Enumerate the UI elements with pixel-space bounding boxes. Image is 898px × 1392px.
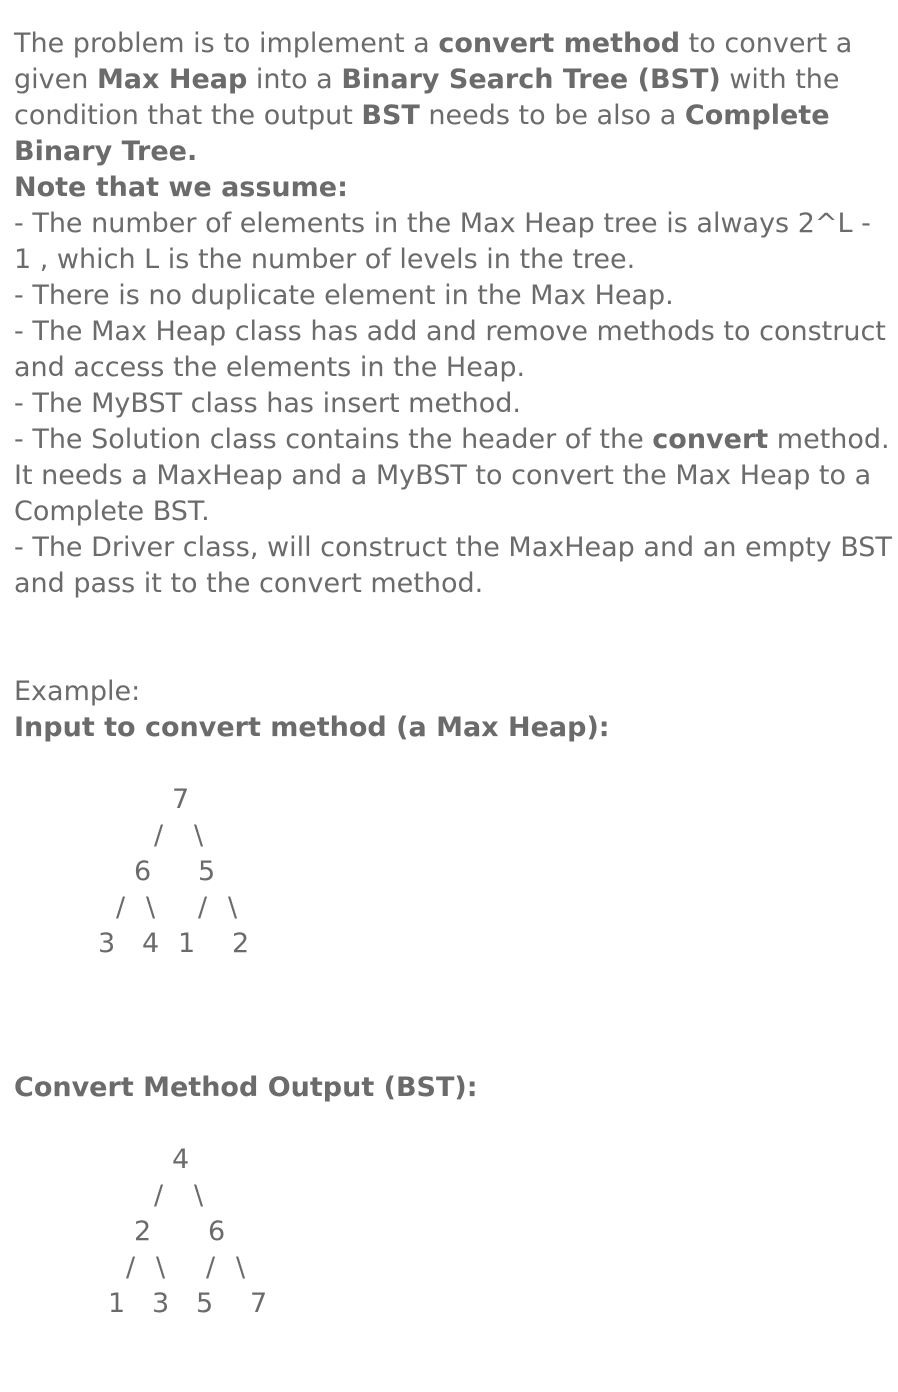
heap-node-left: 6 bbox=[134, 856, 152, 887]
note-heading-text: Note that we assume: bbox=[14, 172, 348, 203]
assumption-1-line-1: - The number of elements in the Max Heap tree is always 2^L - bbox=[14, 208, 871, 239]
heap-edge-ll: / bbox=[116, 892, 126, 923]
bst-edge-ll: / bbox=[126, 1252, 136, 1283]
assumption-2: - There is no duplicate element in the Max Heap. bbox=[14, 280, 674, 311]
assumption-bold: convert bbox=[652, 424, 769, 455]
intro-text: needs to be also a bbox=[419, 100, 685, 131]
assumption-5-line-1 bbox=[14, 422, 894, 458]
bst-tree-diagram bbox=[14, 1142, 894, 1322]
assumption-6-line-1: - The Driver class, will construct the MaxHeap and an empty BST bbox=[14, 532, 892, 563]
intro-bold: convert method bbox=[438, 28, 681, 59]
intro-text: into a bbox=[247, 64, 342, 95]
heap-edge-rl: / bbox=[198, 892, 208, 923]
assumption-text: method. bbox=[768, 424, 890, 455]
assumption-4: - The MyBST class has insert method. bbox=[14, 388, 521, 419]
intro-line-3 bbox=[14, 98, 894, 134]
problem-document bbox=[14, 26, 894, 1322]
input-heading bbox=[14, 710, 894, 746]
intro-text: given bbox=[14, 64, 97, 95]
assumption-3-line-1: - The Max Heap class has add and remove methods to construct bbox=[14, 316, 886, 347]
heap-edge-lr: \ bbox=[146, 892, 156, 923]
bst-edge-right: \ bbox=[194, 1180, 204, 1211]
bst-node-left: 2 bbox=[134, 1216, 152, 1247]
bst-node-right: 6 bbox=[208, 1216, 226, 1247]
intro-text: with the bbox=[720, 64, 840, 95]
bst-edge-rr: \ bbox=[236, 1252, 246, 1283]
heap-edge-rr: \ bbox=[228, 892, 238, 923]
input-heading-text: Input to convert method (a Max Heap): bbox=[14, 712, 610, 743]
intro-bold: Binary Tree. bbox=[14, 136, 198, 167]
intro-text: The problem is to implement a bbox=[14, 28, 439, 59]
example-label: Example: bbox=[14, 676, 141, 707]
bst-node-lr: 3 bbox=[152, 1288, 170, 1319]
heap-node-rl: 1 bbox=[178, 928, 196, 959]
intro-bold: Complete bbox=[684, 100, 830, 131]
heap-edge-right: \ bbox=[194, 820, 204, 851]
bst-edge-left: / bbox=[154, 1180, 164, 1211]
bst-node-rl: 5 bbox=[196, 1288, 214, 1319]
assumption-5-line-2: It needs a MaxHeap and a MyBST to convert the Max Heap to a bbox=[14, 460, 872, 491]
assumption-6-line-2: and pass it to the convert method. bbox=[14, 568, 484, 599]
heap-node-rr: 2 bbox=[232, 928, 250, 959]
note-heading bbox=[14, 170, 894, 206]
bst-node-ll: 1 bbox=[108, 1288, 126, 1319]
heap-node-ll: 3 bbox=[98, 928, 116, 959]
intro-text: to convert a bbox=[680, 28, 853, 59]
intro-bold: BST bbox=[361, 100, 420, 131]
intro-line-1 bbox=[14, 26, 894, 62]
bst-edge-rl: / bbox=[206, 1252, 216, 1283]
intro-bold: Binary Search Tree (BST) bbox=[341, 64, 721, 95]
bst-node-rr: 7 bbox=[250, 1288, 268, 1319]
heap-node-root: 7 bbox=[172, 784, 190, 815]
intro-bold: Max Heap bbox=[96, 64, 248, 95]
heap-node-lr: 4 bbox=[142, 928, 160, 959]
intro-line-4 bbox=[14, 134, 894, 170]
output-heading-text: Convert Method Output (BST): bbox=[14, 1072, 478, 1103]
output-heading bbox=[14, 1070, 894, 1106]
assumption-1-line-2: 1 , which L is the number of levels in the tree. bbox=[14, 244, 636, 275]
assumption-text: - The Solution class contains the header of the bbox=[14, 424, 653, 455]
intro-text: condition that the output bbox=[14, 100, 362, 131]
heap-node-right: 5 bbox=[198, 856, 216, 887]
heap-tree-diagram bbox=[14, 782, 894, 962]
bst-edge-lr: \ bbox=[156, 1252, 166, 1283]
assumption-5-line-3: Complete BST. bbox=[14, 496, 210, 527]
intro-line-2 bbox=[14, 62, 894, 98]
heap-edge-left: / bbox=[154, 820, 164, 851]
bst-node-root: 4 bbox=[172, 1144, 190, 1175]
assumption-3-line-2: and access the elements in the Heap. bbox=[14, 352, 526, 383]
